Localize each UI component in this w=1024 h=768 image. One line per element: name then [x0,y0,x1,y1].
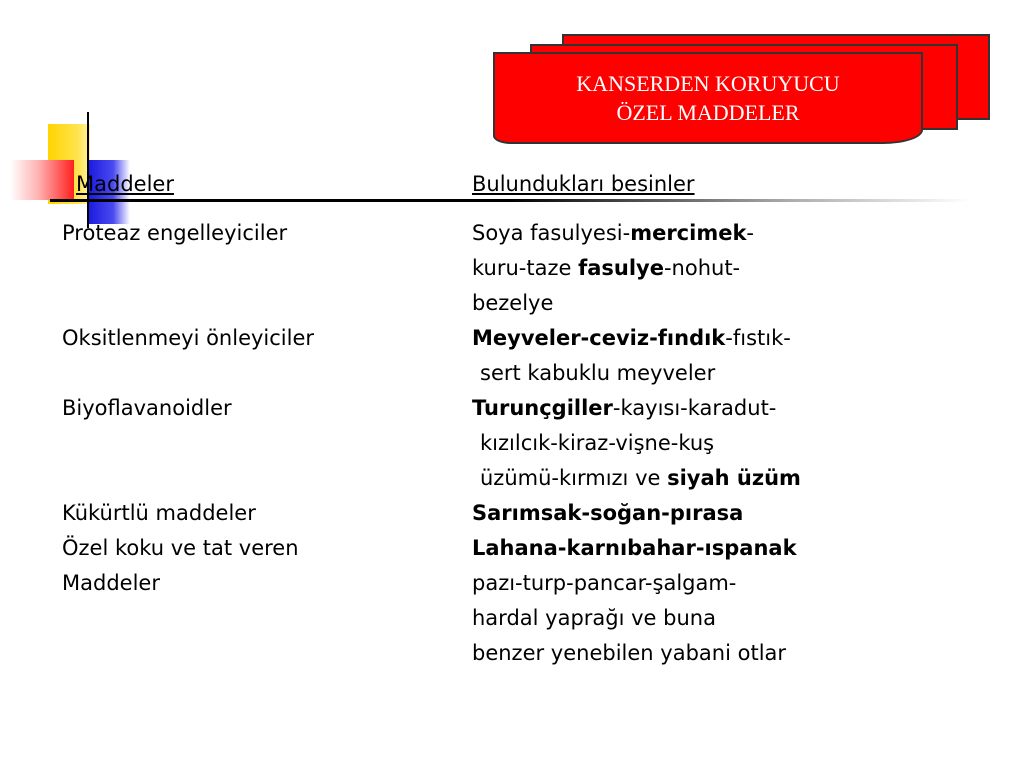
title-line-1: KANSERDEN KORUYUCU [576,71,840,96]
substance-name: Kükürtlü maddeler [62,501,256,525]
table-row [62,216,962,321]
food-text: Soya fasulyesi- [472,221,631,245]
substance-name: Proteaz engelleyiciler [62,221,288,245]
food-highlight: siyah üzüm [667,466,801,490]
table-row [62,531,962,566]
food-highlight: Sarımsak-soğan-pırasa [472,501,744,525]
column-header-substances: Maddeler [76,172,174,196]
food-line [472,391,962,426]
food-text: -fıstık- [725,326,791,350]
food-line [472,531,962,566]
food-text: bezelye [472,291,554,315]
food-line [472,461,962,496]
table-row [62,321,962,391]
food-line [472,356,962,391]
decor-red-square [10,160,74,200]
food-list [472,531,962,566]
food-text: -nohut- [663,256,741,280]
substance-name: Oksitlenmeyi önleyiciler [62,326,315,350]
title-line-2: ÖZEL MADDELER [616,100,800,125]
food-highlight: Turunçgiller [472,396,613,420]
food-list [472,321,962,391]
food-text: hardal yaprağı ve buna [472,606,716,630]
header-divider-line [50,199,970,202]
food-text: -kayısı-karadut- [612,396,777,420]
food-line [472,636,962,671]
column-header-foods: Bulundukları besinler [472,172,695,196]
food-highlight: Meyveler-ceviz-fındık [472,326,726,350]
substance-table [62,216,962,671]
table-row [62,391,962,496]
food-highlight: fasulye [578,256,664,280]
substance-name: Maddeler [62,571,160,595]
food-text: üzümü-kırmızı ve [480,466,668,490]
substance-name: Özel koku ve tat veren [62,536,299,560]
food-list [472,566,962,671]
food-text: - [746,221,754,245]
substance-name: Biyoflavanoidler [62,396,232,420]
table-row [62,566,962,671]
food-line [472,566,962,601]
decor-vertical-line [87,112,89,228]
food-line [472,321,962,356]
food-line [472,286,962,321]
food-text: kızılcık-kiraz-vişne-kuş [480,431,715,455]
food-text: pazı-turp-pancar-şalgam- [472,571,737,595]
food-line [472,496,962,531]
food-highlight: mercimek [630,221,747,245]
food-list [472,496,962,531]
food-list [472,391,962,496]
food-text: sert kabuklu meyveler [480,361,716,385]
food-line [472,251,962,286]
title-banner [493,52,923,144]
food-line [472,216,962,251]
table-row [62,496,962,531]
food-line [472,426,962,461]
food-text: kuru-taze [472,256,579,280]
food-text: benzer yenebilen yabani otlar [472,641,787,665]
food-line [472,601,962,636]
food-list [472,216,962,321]
food-highlight: Lahana-karnıbahar-ıspanak [472,536,797,560]
